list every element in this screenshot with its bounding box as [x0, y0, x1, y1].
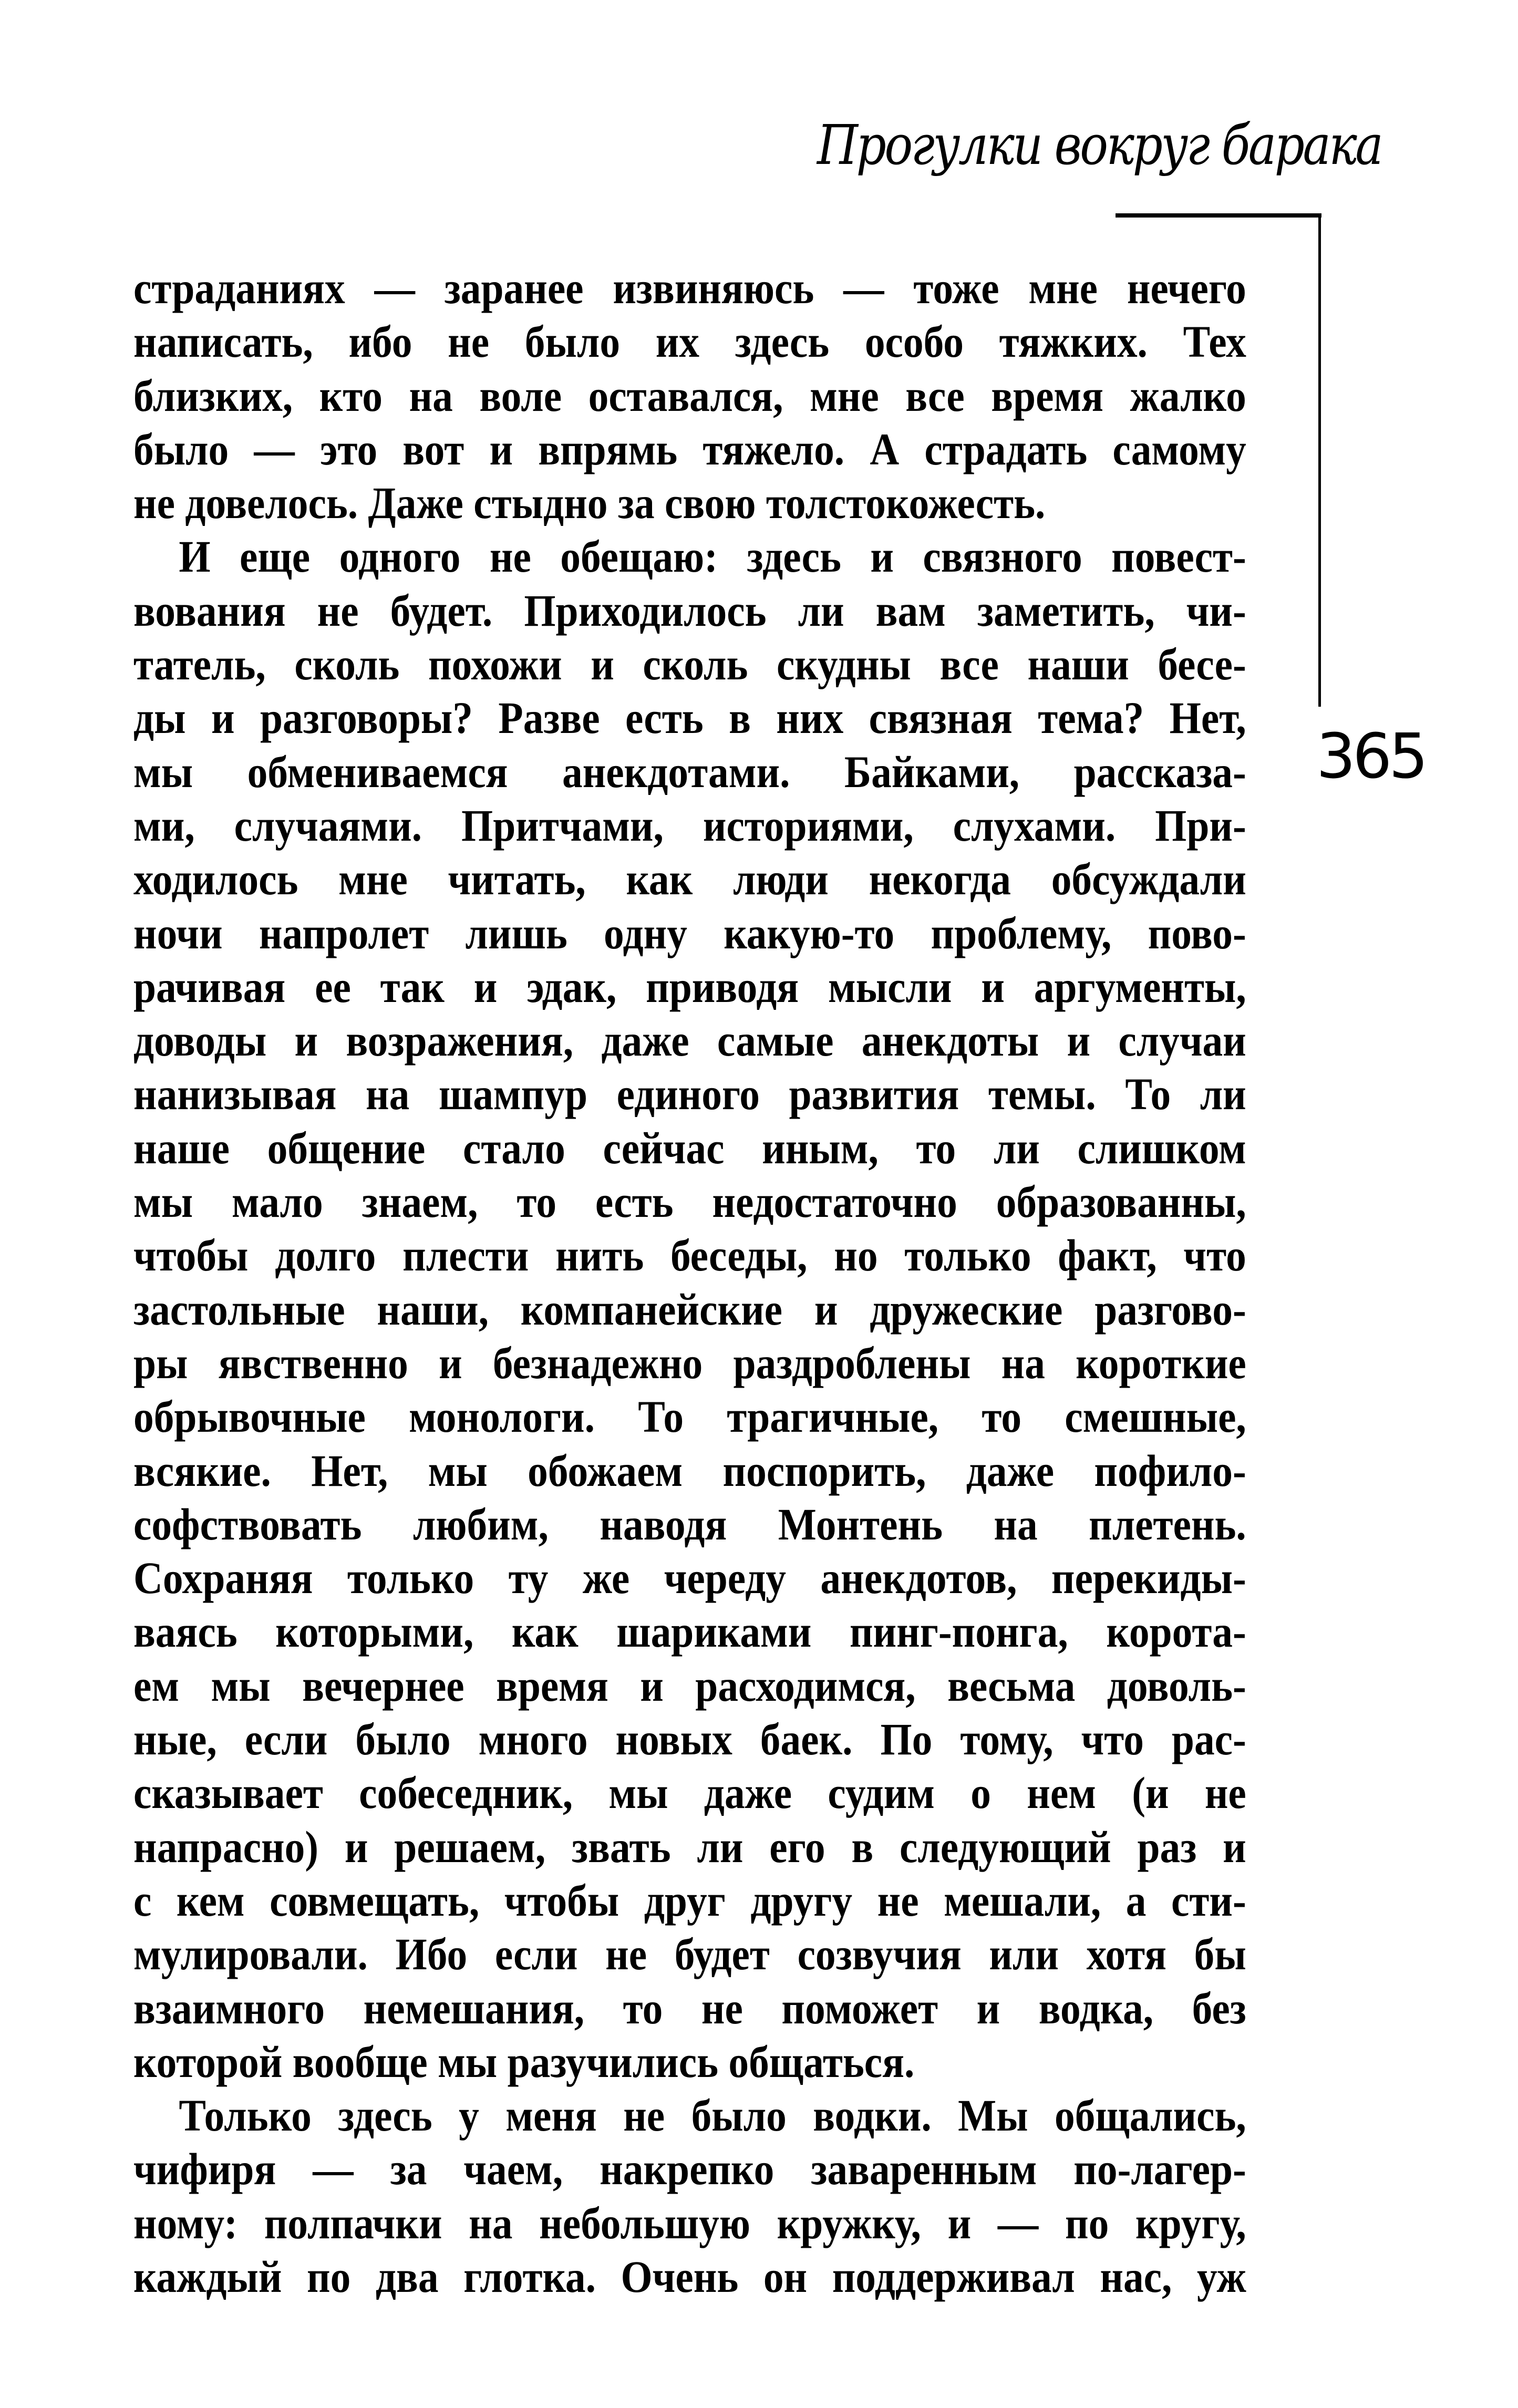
text-line: ходилось мне читать, как люди некогда обсуждали: [133, 854, 1246, 905]
text-line: близких, кто на воле оставался, мне все время жалко: [133, 370, 1246, 421]
paragraph: [133, 261, 1246, 530]
text-line: рачивая ее так и эдак, приводя мысли и аргументы,: [133, 961, 1246, 1012]
text-line: обрывочные монологи. То трагичные, то смешные,: [133, 1391, 1246, 1442]
text-line: вования не будет. Приходилось ли вам заметить, чи-: [133, 585, 1246, 636]
text-line: написать, ибо не было их здесь особо тяжких. Тех: [133, 316, 1246, 367]
text-line: было — это вот и впрямь тяжело. А страдать самому: [133, 423, 1246, 474]
text-line: с кем совмещать, чтобы друг другу не мешали, а сти-: [133, 1875, 1246, 1926]
running-head: Прогулки вокруг барака: [817, 113, 1382, 177]
text-line: И еще одного не обещаю: здесь и связного повест-: [179, 531, 1246, 582]
text-line: страданиях — заранее извиняюсь — тоже мне нечего: [133, 263, 1246, 313]
paragraph: [133, 2089, 1246, 2303]
text-line: всякие. Нет, мы обожаем поспорить, даже пофило-: [133, 1445, 1246, 1496]
header-rule-vertical: [1318, 215, 1321, 707]
text-line: ем мы вечернее время и расходимся, весьма доволь-: [133, 1660, 1246, 1711]
text-line: татель, сколь похожи и сколь скудны все наши бесе-: [133, 639, 1246, 690]
text-line: которой вообще мы разучились общаться.: [133, 2036, 915, 2087]
text-line: чифиря — за чаем, накрепко заваренным по-лагер-: [133, 2144, 1246, 2195]
paragraph: [133, 530, 1246, 2089]
body-text: [133, 261, 1246, 2303]
text-line: доводы и возражения, даже самые анекдоты и случаи: [133, 1015, 1246, 1066]
text-line: ми, случаями. Притчами, историями, слухами. При-: [133, 800, 1246, 851]
text-line: ды и разговоры? Разве есть в них связная тема? Нет,: [133, 693, 1246, 743]
text-line: не довелось. Даже стыдно за свою толстокожесть.: [133, 478, 1046, 529]
text-line: взаимного немешания, то не поможет и водка, без: [133, 1982, 1246, 2033]
text-line: наше общение стало сейчас иным, то ли слишком: [133, 1122, 1246, 1173]
text-line: напрасно) и решаем, звать ли его в следующий раз и: [133, 1821, 1246, 1872]
text-line: Только здесь у меня не было водки. Мы общались,: [179, 2090, 1246, 2141]
text-line: каждый по два глотка. Очень он поддерживал нас, уж: [133, 2251, 1246, 2302]
text-line: ваясь которыми, как шариками пинг-понга, корота-: [133, 1606, 1246, 1657]
text-line: мы мало знаем, то есть недостаточно образованны,: [133, 1176, 1246, 1227]
text-line: сказывает собеседник, мы даже судим о нем (и не: [133, 1768, 1246, 1818]
page-number: 365: [1316, 720, 1426, 792]
text-line: ры явственно и безнадежно раздроблены на короткие: [133, 1337, 1246, 1388]
text-line: Сохраняя только ту же череду анекдотов, перекиды-: [133, 1553, 1246, 1604]
text-line: мулировали. Ибо если не будет созвучия или хотя бы: [133, 1929, 1246, 1980]
header-rule-horizontal: [1116, 213, 1321, 218]
text-line: ночи напролет лишь одну какую-то проблему, пово-: [133, 907, 1246, 958]
text-line: мы обмениваемся анекдотами. Байками, рассказа-: [133, 746, 1246, 797]
text-line: ные, если было много новых баек. По тому, что рас-: [133, 1714, 1246, 1765]
text-line: нанизывая на шампур единого развития темы. То ли: [133, 1069, 1246, 1120]
text-line: застольные наши, компанейские и дружеские разгово-: [133, 1284, 1246, 1335]
text-line: ному: полпачки на небольшую кружку, и — по кругу,: [133, 2197, 1246, 2248]
text-line: софствовать любим, наводя Монтень на плетень.: [133, 1498, 1246, 1549]
text-line: чтобы долго плести нить беседы, но только факт, что: [133, 1230, 1246, 1281]
